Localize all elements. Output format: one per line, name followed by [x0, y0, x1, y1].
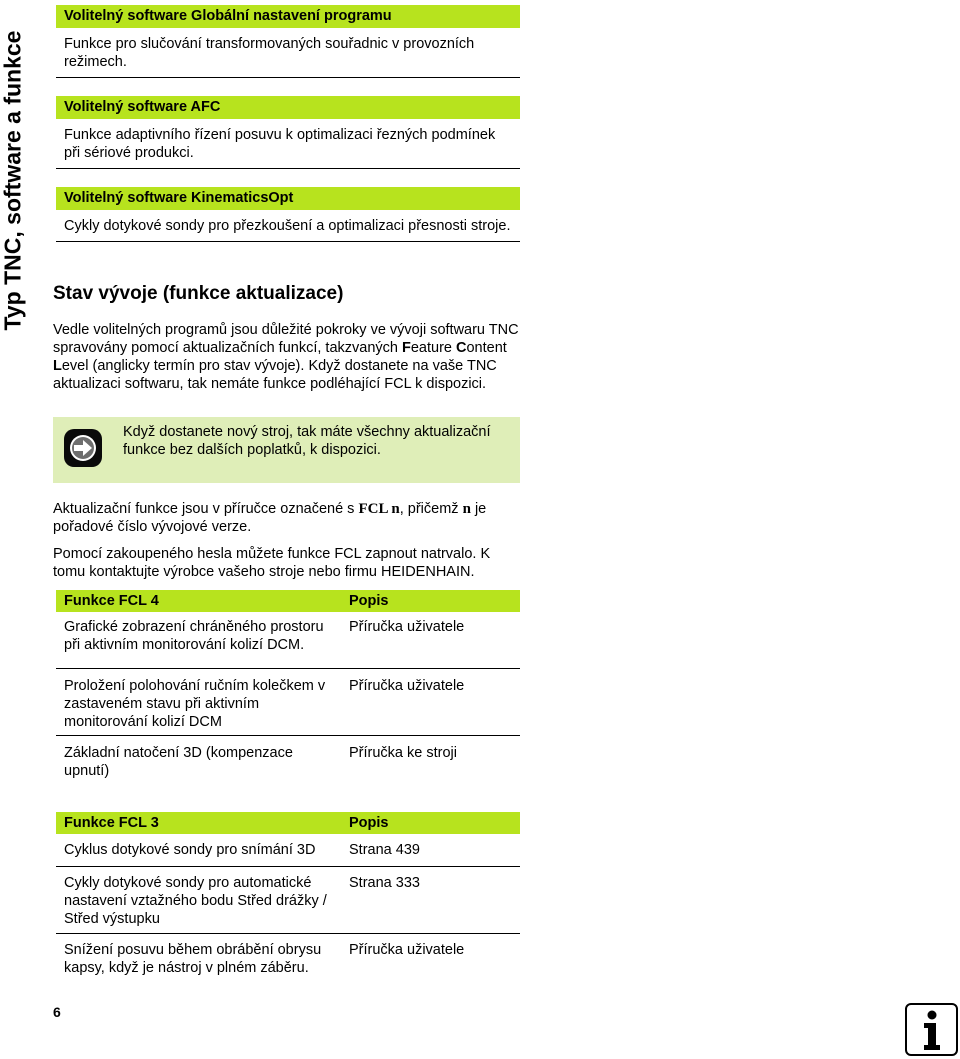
- section-heading: Stav vývoje (funkce aktualizace): [53, 283, 344, 304]
- fcl4-table: [56, 590, 520, 784]
- table-row: Základní natočení 3D (kompenzace upnutí) Příručka ke stroji: [64, 745, 457, 779]
- intro-paragraph: Vedle volitelných programů jsou důležité pokroky ve vývoji softwaru TNC spravovány pomocí aktualizačních funkcí, takzvaných Feature Content Level (anglicky termín pro stav vývoje). Když dostanete na vaše TNC aktualizaci softwaru, tak nemáte funkce podléhající FCL k dispozici.: [53, 322, 519, 392]
- option-title: Volitelný software KinematicsOpt: [56, 187, 520, 210]
- option-title: Volitelný software Globální nastavení programu: [56, 5, 520, 28]
- column-header-function: Funkce FCL 3: [64, 815, 159, 831]
- option-title: Volitelný software AFC: [56, 96, 520, 119]
- fcl3-table: [56, 812, 520, 982]
- arrow-right-icon: [64, 429, 102, 467]
- table-row: Cyklus dotykové sondy pro snímání 3D Strana 439: [56, 834, 520, 867]
- table-header: [56, 812, 520, 834]
- note-text: Když dostanete nový stroj, tak máte všechny aktualizační funkce bez dalších poplatků, k dispozici.: [123, 424, 491, 458]
- table-row: Grafické zobrazení chráněného prostoru při aktivním monitorování kolizí DCM. Příručka uživatele: [56, 612, 520, 669]
- chapter-side-title: Typ TNC, software a funkce: [0, 30, 26, 330]
- option-description: Funkce pro slučování transformovaných souřadnic v provozních režimech.: [56, 28, 520, 78]
- option-description: Cykly dotykové sondy pro přezkoušení a optimalizaci přesnosti stroje.: [56, 210, 520, 242]
- option-afc: [56, 96, 520, 169]
- table-row: Cykly dotykové sondy pro automatické nastavení vztažného bodu Střed drážky / Střed výstupku Strana 333: [56, 867, 520, 934]
- fcl-label-paragraph: Aktualizační funkce jsou v příručce označené s FCL n, přičemž n je pořadové číslo vývojové verze.: [53, 501, 487, 535]
- info-icon: [905, 1003, 958, 1056]
- table-header: [56, 590, 520, 612]
- option-description: Funkce adaptivního řízení posuvu k optimalizaci řezných podmínek při sériové produkci.: [56, 119, 520, 169]
- column-header-description: Popis: [349, 815, 389, 831]
- note-box: [53, 417, 520, 483]
- option-kinematicsopt: [56, 187, 520, 242]
- page-number: 6: [53, 1004, 61, 1020]
- column-header-function: Funkce FCL 4: [64, 593, 159, 609]
- table-row: Snížení posuvu během obrábění obrysu kapsy, když je nástroj v plném záběru. Příručka uživatele: [64, 942, 465, 976]
- column-header-description: Popis: [349, 593, 389, 609]
- option-global-settings: [56, 5, 520, 78]
- fcl-password-paragraph: Pomocí zakoupeného hesla můžete funkce FCL zapnout natrvalo. K tomu kontaktujte výrobce vašeho stroje nebo firmu HEIDENHAIN.: [53, 546, 491, 580]
- table-row: Proložení polohování ručním kolečkem v zastaveném stavu při aktivním monitorování kolizí DCM Příručka uživatele: [56, 669, 520, 736]
